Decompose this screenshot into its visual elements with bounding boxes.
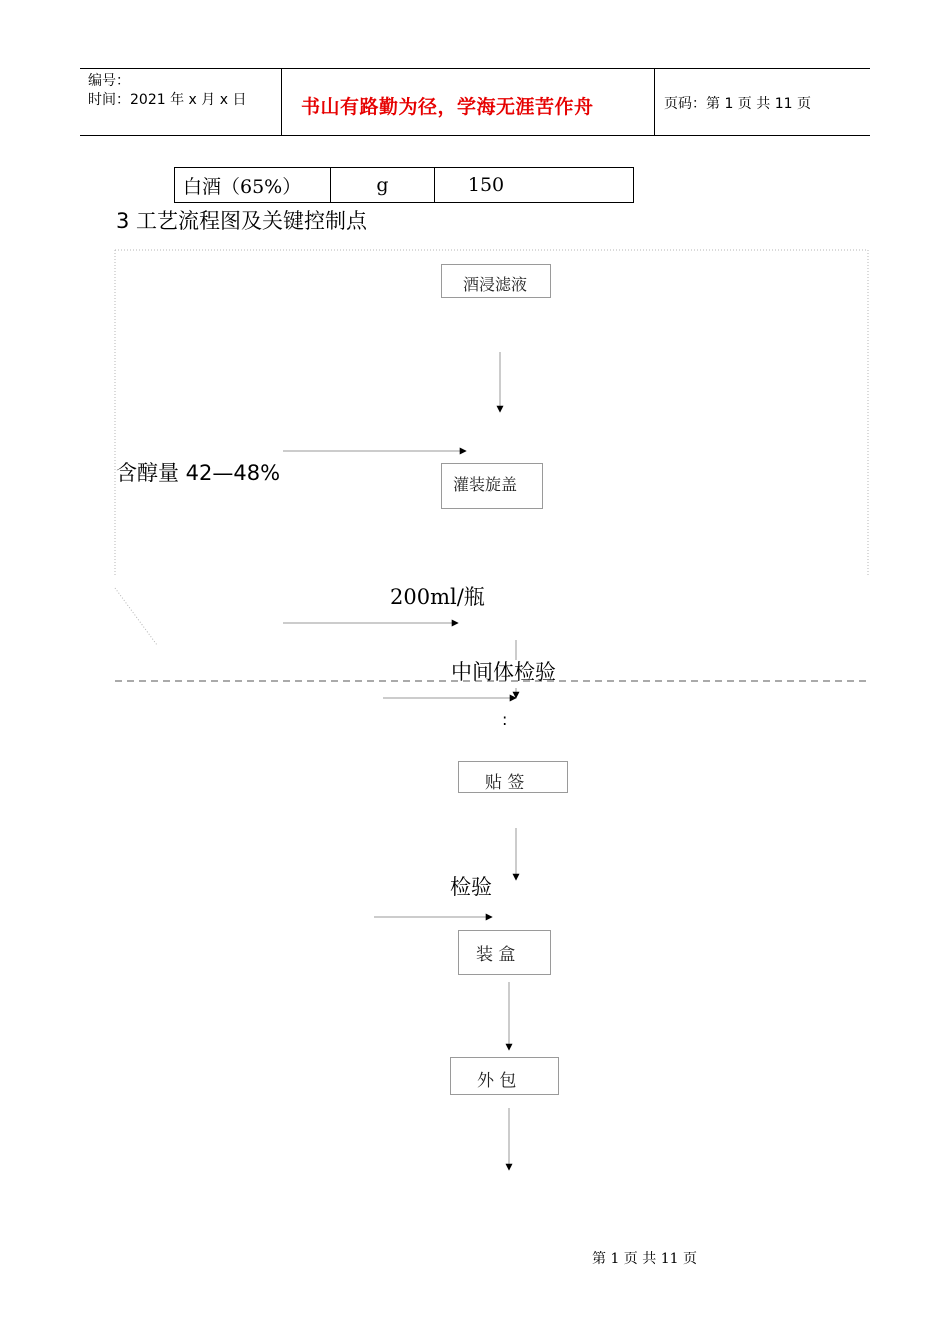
flow-step-filling-capping bbox=[441, 463, 543, 509]
footer-page-number: 第 1 页 共 11 页 bbox=[592, 1251, 697, 1267]
stray-colon: : bbox=[502, 710, 508, 729]
control-alcohol-content: 含醇量 42—48% bbox=[116, 461, 281, 485]
flow-step-label: 装 盒 bbox=[476, 945, 516, 965]
flow-step-outer-packing bbox=[450, 1057, 559, 1095]
section-title: 3 工艺流程图及关键控制点 bbox=[116, 209, 368, 233]
ingredient-unit: g bbox=[330, 168, 434, 202]
page-info: 页码：第 1 页 共 11 页 bbox=[664, 96, 811, 112]
control-fill-volume: 200ml/瓶 bbox=[390, 585, 485, 609]
control-inspection: 检验 bbox=[450, 875, 492, 899]
flow-step-label: 酒浸滤液 bbox=[463, 275, 528, 294]
flow-step-label: 灌装旋盖 bbox=[453, 475, 518, 494]
ingredient-name: 白酒（65%） bbox=[183, 175, 302, 198]
flow-step-boxing bbox=[458, 930, 551, 975]
doc-number-label: 编号： bbox=[88, 73, 130, 89]
ingredient-amount: 150 bbox=[434, 168, 633, 202]
flow-step-labeling bbox=[458, 761, 568, 793]
time-label: 时间：2021 年 x 月 x 日 bbox=[88, 92, 247, 108]
flow-step-steeping-filtrate bbox=[441, 264, 551, 298]
control-intermediate-inspection: 中间体检验 bbox=[451, 660, 556, 684]
flow-step-label: 贴 签 bbox=[485, 773, 525, 793]
header-motto: 书山有路勤为径，学海无涯苦作舟 bbox=[301, 96, 594, 118]
dotted-region-frame bbox=[115, 250, 868, 645]
flow-step-label: 外 包 bbox=[477, 1071, 517, 1091]
